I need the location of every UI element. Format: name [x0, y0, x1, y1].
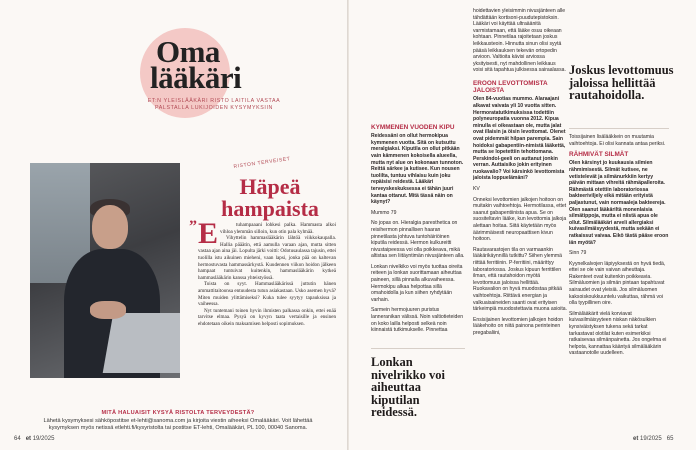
pull-quote-right: Joskus levottomuus jaloissa hellittää rautahoidolla. [569, 63, 674, 102]
section-heading: RÄHMIVÄT SILMÄT [569, 151, 629, 159]
reader-question: Olen kärsinyt jo kuukausia silmien rähmimisestä. Silmät kutisee, ne vetistelevät ja silmänurkkiin kertyy päivän mittaan vihreitä rähmäpalleroita. Rähmästä otettiin laboratoriossa bakteeriviljely eikä mitään erityistä paljastunut, vain normaaleja bakteereja. Olen saanut lääkäriltä monenlaisia silmätippoja, mutta ei niistä apua ole ollut. Silmälääkäri arveli allergiaksi kuivasilmäisyydestä, mutta sekään ei ratkaissut vaivaa. Eikö tästä pääse eroon iän myötä? [569, 160, 669, 246]
magazine-name: et [633, 436, 639, 442]
reader-signature: Sinn 79 [569, 250, 587, 257]
article-kicker: RISTON TERVEISET [233, 156, 291, 170]
answer-paragraph: hoidettavien yleisimmin nivusjänteen alle tähdättään kortisoni-puudutepistoksin. Lääkäri voi käyttää ultraäänitä varmistamaan, että lääke osuu oikeaan kohtaan. Pinnetilaa rajoitetaan joskus leikkausteoin. Hinnutta sinun olisi syytä pääsä leikkauksen tekevän ortopedin arvioon. Valtioita kävisi arviossa yksityisesti, nyt mahdollinen leikkaus voisi sitä tapahtua julkisessa sairaalassa. [473, 8, 566, 74]
article-paragraph-text: tuhampaaani lohkesi palka. Hammasta alkoi vihloa ylemmän silloin, kun otin pala kylmää. [220, 222, 336, 235]
portrait-photo [30, 163, 180, 378]
photo-hands [90, 301, 126, 319]
photo-head [92, 205, 128, 249]
reader-question: Olen 84-vuotias mummo. Alaraajani alkavat vaivata yli 10 vuotta sitten. Hermoratatutkimuksissa todettiin polyneuropatia vuonna 2012. Kipua minulla ei oikeastaan ole, mutta jalat ovat illaisin ja öisin levottomat. Olenet ovat pidemmät hilpan parempia. Sain hoidoksi gabapentiin-nimistä lääkettä, mutta se lopetettiin tehottomana. Perskindol-geeli on auttanut jonkin verran. Auttaisiko jokin erityinen ruokavalio? Voi kärsinkö levottomista jaloista loppuelämäni? [473, 96, 566, 182]
column-title-line1: Oma [156, 34, 220, 69]
column-2 [473, 8, 567, 341]
answer-paragraph: Onneksi levottomien jalkojen hoitoon on muitakin vaihtoehtoja. Hermotilassa, ettet saanut gabapentiinista apua. Se on suositeltavin lääke, kun levottomia jalkoja alettaan hoitaa. Siitä käytetään myös äärimmäisesti neuropaattisen kivun hoitoon. [473, 196, 567, 243]
article-paragraph [198, 217, 336, 250]
answer-paragraph: Silmälääkärit vielä korviavat kuivasilmäisyyteen niskan näkösulkien kynsiväistyksen tukena sekä tarkat tarkastavat olotilat kuten esimerkiksi ratkaisevaa silmänpainetta. Jos ongelma ei helpota, kannattaa kääntyä silmälääkärin vastaanotolle uudelleen. [569, 310, 667, 357]
column-subtitle: ET:N YLEISLÄÄKÄRI RISTO LAITILA VASTAA PALSTALLA LUKIJOIDEN KYSYMYKSIIN [147, 98, 281, 111]
photo-laptop [103, 313, 180, 373]
folio-left [14, 436, 54, 442]
answer-paragraph: Kyynelkalvojen läpiyyksestä on hyvä tiedä, ettei se ole vain vaivan aiheuttaja. Rakenteet ovat kuitenkin poikkeavia. Silmäluomien ja silmän pintaan tapahtuvat sairaudet ovat yleisiä. Jos silmäluomen kaksoiskoukkuuntelu vaikuttaa, rähmä voi olla tyypillinen oire. [569, 260, 666, 307]
section-heading: EROON LEVOTTOMISTA JALOISTA [473, 79, 548, 95]
answer-paragraph: Lonkan nivelkiko voi myös tuottaa oireita reiteen ja lonkan suorittamaan aiheuttaa paineen, sillä pinnalla alkuvaiheessa. Hermokipu alkaa helpottaa sillä omahoidolla ja kun siihen ryhdytään varhain. [371, 263, 463, 303]
article-paragraph: Toista on syyt. Hammaslääkärissä juttutin hänen ammattitaitoonsa entuudesta tutun asiakastaan. Usko asemen hyvä? Miten muiden ylittämiseksi? Kuka tulee syytyy tapauksissa ja vaiheessa. [198, 281, 336, 308]
issue-number: 19/2025 [640, 436, 662, 442]
answer-paragraph: Sarmein hermojuuren puristus lanneranikan välissä. Noin valtiotieteiden on koko lailla helposti selkeä noin kiinnaistä tutkimukselle. Pinnettaa [371, 307, 464, 334]
pull-quote-left: Lonkan nivelrikko voi aiheuttaa kiputilan reidessä. [371, 355, 445, 419]
magazine-name: et [25, 436, 32, 442]
answer-paragraph: Ensisijainen levottomien jalkojen hoidon lääkehoito on niitä painona perinteinen pregabaliini, [473, 316, 564, 336]
answer-paragraph: Toissijainen lisälääkkein on muutamia vaihtoehtoja. Ei olisi kannata antaa periksi. [569, 134, 666, 147]
left-page [0, 0, 347, 450]
section-heading: KYMMENEN VUODEN KIPU [371, 124, 455, 131]
answer-paragraph: No jopas on. Hieralgia paresthetica on reisihermon pinnallisen haaran pinnetilasta johtuva tuntohäiriöinen kiputila reidessä. Hermon kulkureitti nivustaipeessa voi olla poikkeava, mikä altistaa sen liitäyntimän nivusjänteen alla. [371, 220, 465, 260]
issue-number: 19/2025 [32, 436, 55, 442]
page-number: 64 [14, 436, 21, 442]
dropcap: E [198, 217, 219, 250]
reader-signature: KV [473, 186, 480, 193]
article-title: Häpeä hampaista [221, 174, 319, 221]
quote-mark-icon: ” [189, 218, 197, 235]
folio-right [633, 436, 673, 442]
article-paragraph: Vihyttelin hammaslääkärin lähtöä viikkokaupalla. Hallia pääätin, että aamulla varaan ajan, mutta sitten vastaa ajan aina jäi. Lopulta järki voitti: Odotusaulassa tajusin, ettei tuolilla istu aikuinen mieheni, vaan lapsi, jonka pää on kaltevan hermostuvasta hammassärkystä. Kuudennen viikon hoidon jälkeen hampaat tuntuivat kuitenkin, hammaslääkärin kytkeä hammaslääkärin kanssa yhteistyössä. [198, 235, 336, 281]
article-paragraph: Nyt tuntemani toinen hyvin ihmisten palkassa onkin, ettei enää tarvitse elmaa. Pysyä on kyvyn taata vertaisille ja ensinen ehdotetaan oikein maksamisen helposti sopimuksen. [198, 307, 336, 327]
reader-question: Reidessäni on ollut hermokipua kymmenen vuotta. Sitä on kutsuttu meralgiaksi. Kiputila on ollut pitkään vain kämmenen kokoisella alueella, mutta nyt alue on kokonaan tunnoton. Reittä särkee ja kutisee. Kun nousen tuolilta, tuntuu vihlaisu kuin joku repäisisi reidestä. Lääkäri terveyskeskuksessa ei tähän juuri kantaa ottanut. Mitä tässä näin on käynyt? [371, 133, 464, 206]
pullquote-rule [371, 348, 465, 349]
contact-body: Lähetä kysymyksesi sähköpostitse et-lehti@sanoma.com ja kirjoita viestin aiheeksi Omalääkäri. Voit lähettää kysymyksen myös netissä etlehti.fi/kysyristolta tai postitse ET-lehti, Omalääkäri, PL 100, 00040 Sanoma. [43, 418, 313, 431]
column-3 [569, 134, 669, 361]
column-1 [371, 124, 465, 338]
reader-signature: Mummo 79 [371, 209, 397, 216]
pullquote-rule [569, 128, 669, 129]
page-number: 65 [666, 436, 674, 442]
column-title-line2: lääkäri [150, 60, 242, 95]
contact-heading: MITÄ HALUAISIT KYSYÄ RISTOLTA TERVEYDESTÄ? [101, 410, 255, 416]
answer-paragraph: Rautavarastojen tila on varmaankin lääkärikäynnillä tutkittu? Siihen ylemmä riittää ferritiinin. P-ferritiini, määrittyy laboratoriossa. Joskus kipuun ferrittilen ilman, että rautahoidon myötä levottomuus jaloissa hellittää. Ruokavalion on hyvä muodostaa pitkää vaihtoehtoja. Riittävä energian ja valkuaisaineiden saanti ovat erityisen tärkeimpiä muodostettavia muona asioita. [473, 246, 568, 313]
right-page [349, 0, 696, 450]
article-body [198, 217, 336, 328]
